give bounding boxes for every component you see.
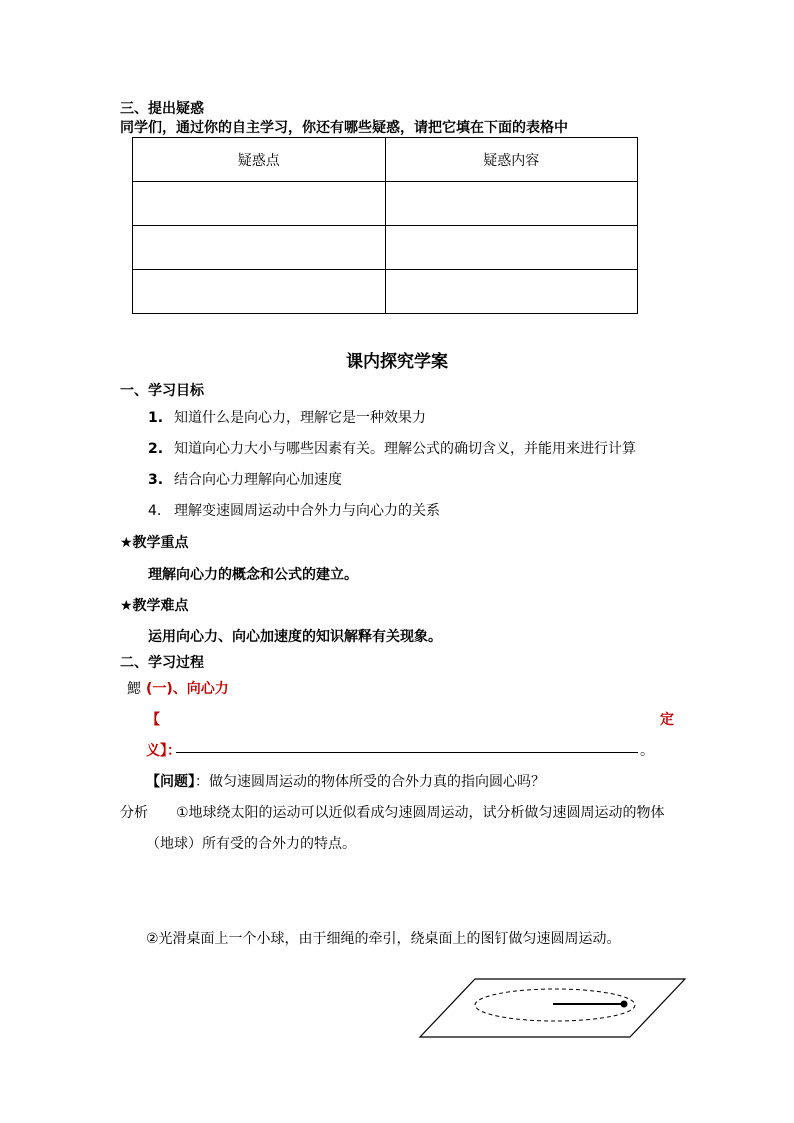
table-cell[interactable] [133, 182, 386, 226]
difficult-point-text: 运用向心力、向心加速度的知识解释有关现象。 [148, 629, 442, 645]
table-header-cell: 疑惑内容 [385, 138, 638, 182]
table-surface [420, 979, 685, 1037]
circular-motion-diagram [415, 975, 690, 1040]
analysis-label: 分析 [120, 805, 148, 821]
objective-item [148, 407, 426, 427]
page-title: 课内探究学案 [346, 352, 448, 372]
table-cell[interactable] [385, 182, 638, 226]
key-point-text: 理解向心力的概念和公式的建立。 [148, 567, 358, 583]
objective-number: 2. [148, 441, 164, 457]
section3-instruction: 同学们，通过你的自主学习，你还有哪些疑惑，请把它填在下面的表格中 [120, 120, 568, 136]
objective-item [148, 438, 636, 458]
definition-period: 。 [640, 743, 654, 759]
table-cell[interactable] [385, 270, 638, 314]
table-cell[interactable] [133, 270, 386, 314]
table-header-cell: 疑惑点 [133, 138, 386, 182]
section3-heading: 三、提出疑惑 [120, 101, 204, 117]
objective-item [148, 469, 342, 489]
analysis-1-line1: ①地球绕太阳的运动可以近似看成匀速圆周运动，试分析做匀速圆周运动的物体 [176, 805, 665, 821]
question-label: 【问题】 [146, 774, 195, 790]
definition-char: 定 [660, 712, 674, 728]
objective-item [148, 500, 440, 520]
objective-text: 知道向心力大小与哪些因素有关。理解公式的确切含义，并能用来进行计算 [174, 441, 636, 457]
definition-label-end: 义】： [146, 743, 181, 759]
key-point-heading: ★教学重点 [120, 535, 189, 551]
objectives-heading: 一、学习目标 [120, 383, 204, 399]
table-header-row [133, 138, 638, 182]
objective-text: 结合向心力理解向心加速度 [174, 472, 342, 488]
objective-number: 4. [148, 503, 162, 519]
subsection-heading: (一)、向心力 [146, 681, 229, 697]
objective-text: 知道什么是向心力，理解它是一种效果力 [174, 410, 426, 426]
doubts-table [132, 137, 638, 314]
analysis-2: ②光滑桌面上一个小球，由于细绳的牵引，绕桌面上的图钉做匀速圆周运动。 [146, 931, 621, 947]
definition-blank-line[interactable] [176, 752, 638, 753]
objective-number: 3. [148, 472, 164, 488]
table-row [133, 182, 638, 226]
objective-text: 理解变速圆周运动中合外力与向心力的关系 [174, 503, 440, 519]
table-row [133, 226, 638, 270]
question-line [146, 771, 545, 791]
difficult-point-heading: ★教学难点 [120, 598, 189, 614]
ball [621, 1001, 628, 1008]
process-heading: 二、学习过程 [120, 655, 204, 671]
question-text: ：做匀速圆周运动的物体所受的合外力真的指向圆心吗？ [195, 774, 545, 790]
stray-character: 鰓 [127, 681, 141, 697]
objective-number: 1. [148, 410, 164, 426]
table-cell[interactable] [385, 226, 638, 270]
analysis-1-line2: （地球）所有受的合外力的特点。 [146, 836, 356, 852]
definition-open-bracket: 【 [146, 712, 160, 728]
table-cell[interactable] [133, 226, 386, 270]
table-row [133, 270, 638, 314]
